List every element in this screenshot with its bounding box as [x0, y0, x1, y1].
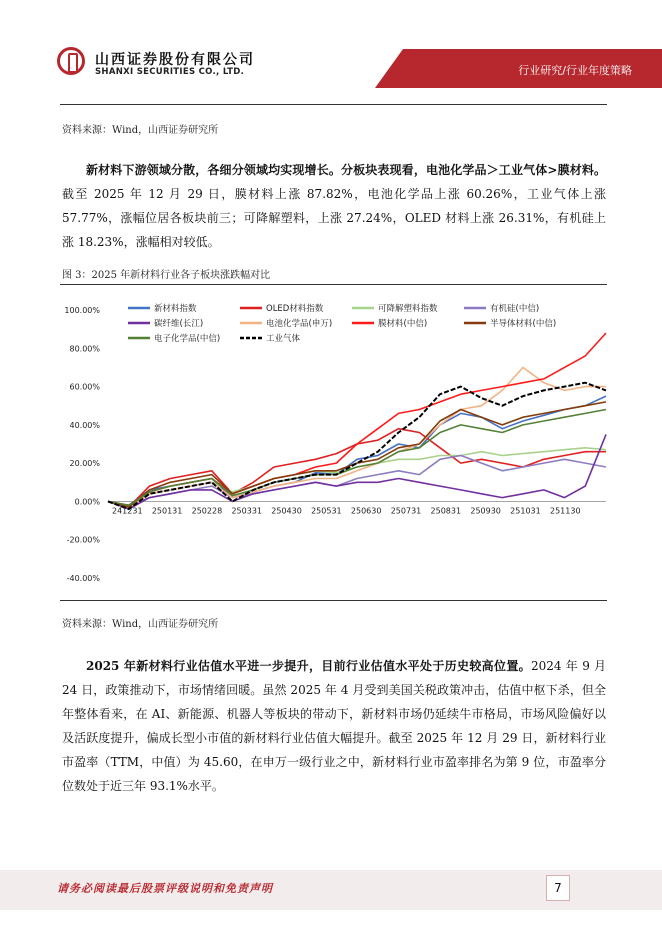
paragraph-2-lead: 2025 年新材料行业估值水平进一步提升，目前行业估值水平处于历史较高位置。 — [86, 659, 532, 673]
y-tick-label: 0.00% — [74, 497, 100, 507]
source-note-bottom: 资料来源：Wind，山西证券研究所 — [62, 619, 219, 630]
line-chart — [60, 294, 608, 600]
x-tick-label: 250430 — [271, 506, 302, 516]
paragraph-1-body: 截至 2025 年 12 月 29 日，膜材料上涨 87.82%，电池化学品上涨 60.26%，工业气体上涨 57.77%，涨幅位居各板块前三；可降解塑料，上涨 27.24%，OLED 材料上涨 26.31%，有机硅上涨 18.23%，涨幅相对较低。 — [62, 187, 606, 249]
legend-label: 电子化学品(中信) — [154, 334, 221, 344]
company-logo-icon — [57, 47, 85, 75]
figure-title: 图 3：2025 年新材料行业各子板块涨跌幅对比 — [62, 270, 271, 281]
x-tick-label: 250131 — [151, 506, 183, 516]
disclaimer-notice: 请务必阅读最后股票评级说明和免责声明 — [57, 882, 273, 895]
paragraph-1 — [62, 158, 606, 254]
y-tick-label: -40.00% — [66, 574, 100, 583]
series-line — [108, 367, 606, 507]
legend-label: 半导体材料(中信) — [490, 319, 557, 329]
chart-legend — [128, 303, 556, 344]
y-tick-label: 20.00% — [69, 459, 100, 469]
y-tick-label: 40.00% — [69, 420, 100, 430]
x-tick-label: 251130 — [550, 506, 581, 516]
page-header — [0, 0, 662, 88]
y-axis-ticks — [64, 306, 100, 583]
legend-label: 新材料指数 — [154, 304, 197, 314]
x-axis-ticks — [112, 506, 581, 515]
y-tick-label: 60.00% — [69, 382, 100, 392]
page-number: 7 — [546, 875, 570, 901]
x-tick-label: 251031 — [510, 506, 541, 516]
legend-label: OLED材料指数 — [266, 304, 324, 314]
y-tick-label: 80.00% — [69, 344, 100, 354]
x-tick-label: 250228 — [191, 506, 223, 516]
report-type: 行业研究/行业年度策略 — [518, 64, 632, 77]
legend-label: 有机硅(中信) — [490, 304, 540, 314]
y-tick-label: -20.00% — [66, 535, 100, 545]
company-name-cn: 山西证券股份有限公司 — [95, 52, 255, 68]
series-line — [108, 396, 606, 505]
paragraph-2-body: 2024 年 9 月 24 日，政策推动下，市场情绪回暖。虽然 2025 年 4 月受到美国关税政策冲击，估值中枢下杀，但全年整体看来，在 AI、新能源、机器人等板块的带动下，新材料市场仍延续牛市格局，市场风险偏好以及活跃度提升，偏成长型小市值的新材料行业估值大幅提升。截至 2025 年 12 月 29 日，新材料行业市盈率（TTM，中值）为 45.60，在申万一级行业之中，新材料行业市盈率排名为第 9 位，市盈率分位数处于近三年 93.1%水平。 — [62, 659, 606, 793]
series-line — [108, 434, 606, 509]
figure-top-rule — [60, 284, 607, 285]
x-tick-label: 250630 — [350, 506, 382, 516]
x-tick-label: 250531 — [311, 506, 342, 516]
plot-area — [108, 333, 606, 509]
company-name-en: SHANXI SECURITIES CO., LTD. — [95, 67, 245, 77]
x-tick-label: 250731 — [390, 506, 422, 516]
legend-label: 可降解塑料指数 — [378, 304, 438, 314]
legend-label: 碳纤维(长江) — [154, 319, 204, 329]
x-tick-label: 241231 — [112, 506, 143, 516]
x-tick-label: 250331 — [231, 506, 263, 516]
paragraph-2 — [62, 654, 606, 798]
source-note-top: 资料来源：Wind，山西证券研究所 — [62, 125, 219, 136]
y-tick-label: 100.00% — [64, 306, 100, 315]
header-rule — [60, 104, 607, 105]
series-line — [108, 383, 606, 509]
figure-bottom-rule — [60, 600, 607, 601]
x-tick-label: 250930 — [470, 506, 501, 516]
paragraph-1-lead: 新材料下游领域分散，各细分领域均实现增长。分板块表现看，电池化学品＞工业气体>膜材料。 — [86, 163, 606, 177]
legend-label: 电池化学品(申万) — [266, 319, 333, 329]
x-tick-label: 250831 — [430, 506, 462, 516]
series-line — [108, 429, 606, 508]
legend-label: 膜材料(中信) — [378, 319, 428, 329]
legend-label: 工业气体 — [266, 334, 301, 344]
